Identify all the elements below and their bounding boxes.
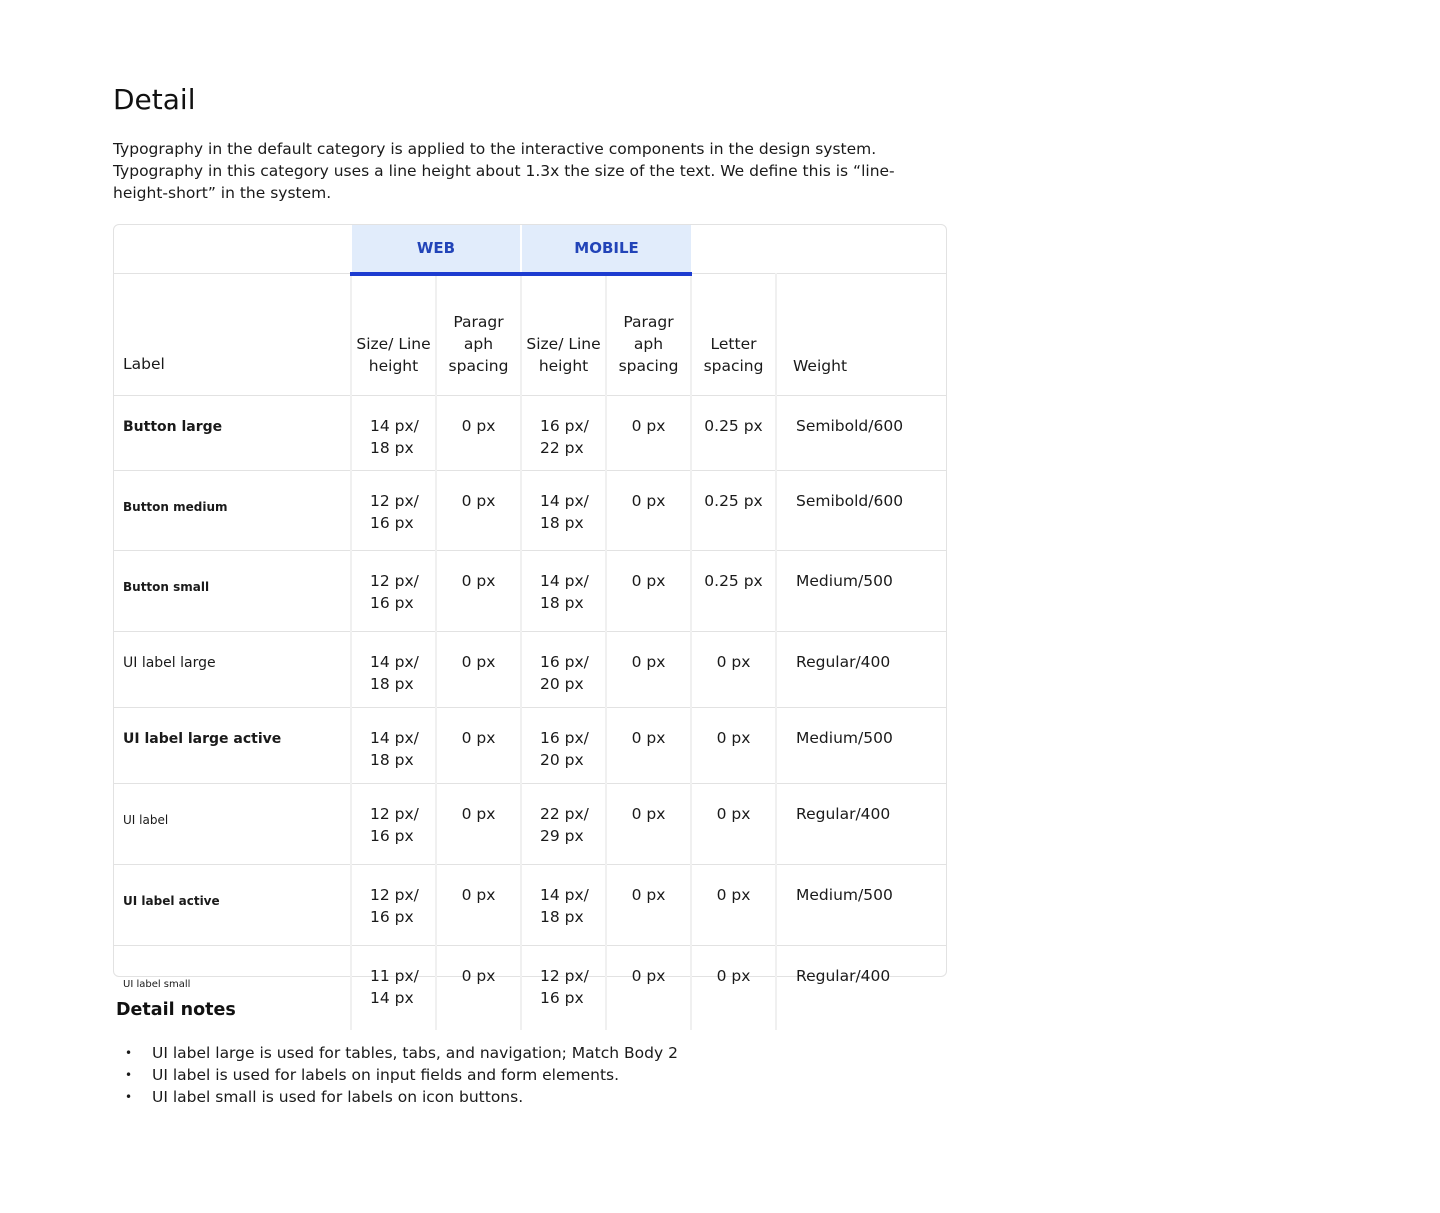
letter-spacing-cell: 0 px xyxy=(691,632,776,708)
row-label: UI label large xyxy=(114,632,351,708)
web-paragraph-cell: 0 px xyxy=(436,946,521,1031)
row-label: Button medium xyxy=(114,471,351,551)
row-label: UI label large active xyxy=(114,708,351,784)
letter-spacing-cell: 0 px xyxy=(691,946,776,1031)
web-paragraph-cell: 0 px xyxy=(436,471,521,551)
notes-list xyxy=(113,1042,678,1108)
typography-table xyxy=(113,224,947,1007)
table-row xyxy=(114,632,946,708)
note-text: UI label is used for labels on input fields and form elements. xyxy=(152,1066,620,1084)
list-item xyxy=(113,1042,678,1064)
header-mobile-paragraph: Paragr aph spacing xyxy=(606,274,691,396)
bullet-icon: • xyxy=(125,1068,133,1082)
web-size-cell: 11 px/ 14 px xyxy=(351,946,436,1031)
note-text: UI label small is used for labels on icon buttons. xyxy=(152,1088,524,1106)
mobile-paragraph-cell: 0 px xyxy=(606,632,691,708)
web-size-cell: 12 px/ 16 px xyxy=(351,471,436,551)
letter-spacing-cell: 0.25 px xyxy=(691,471,776,551)
note-text: UI label large is used for tables, tabs, and navigation; Match Body 2 xyxy=(152,1044,678,1062)
mobile-paragraph-cell: 0 px xyxy=(606,708,691,784)
row-label: UI label active xyxy=(114,865,351,946)
web-size-cell: 12 px/ 16 px xyxy=(351,784,436,865)
table-row xyxy=(114,946,946,1031)
group-empty-cell xyxy=(691,225,946,274)
table-row xyxy=(114,551,946,632)
web-size-cell: 12 px/ 16 px xyxy=(351,551,436,632)
mobile-paragraph-cell: 0 px xyxy=(606,396,691,471)
mobile-size-cell: 16 px/ 20 px xyxy=(521,632,606,708)
list-item xyxy=(113,1064,678,1086)
mobile-paragraph-cell: 0 px xyxy=(606,784,691,865)
mobile-paragraph-cell: 0 px xyxy=(606,471,691,551)
mobile-size-cell: 16 px/ 22 px xyxy=(521,396,606,471)
header-mobile-size: Size/ Line height xyxy=(521,274,606,396)
web-group-header: WEB xyxy=(351,225,521,274)
header-web-paragraph: Paragr aph spacing xyxy=(436,274,521,396)
table-row xyxy=(114,784,946,865)
letter-spacing-cell: 0 px xyxy=(691,784,776,865)
weight-cell: Regular/400 xyxy=(776,784,946,865)
mobile-size-cell: 14 px/ 18 px xyxy=(521,471,606,551)
mobile-paragraph-cell: 0 px xyxy=(606,551,691,632)
list-item xyxy=(113,1086,678,1108)
weight-cell: Medium/500 xyxy=(776,865,946,946)
web-paragraph-cell: 0 px xyxy=(436,551,521,632)
header-web-size: Size/ Line height xyxy=(351,274,436,396)
letter-spacing-cell: 0 px xyxy=(691,708,776,784)
weight-cell: Medium/500 xyxy=(776,551,946,632)
web-paragraph-cell: 0 px xyxy=(436,396,521,471)
mobile-paragraph-cell: 0 px xyxy=(606,946,691,1031)
weight-cell: Regular/400 xyxy=(776,632,946,708)
weight-cell: Semibold/600 xyxy=(776,396,946,471)
table-row xyxy=(114,865,946,946)
notes-title: Detail notes xyxy=(116,1000,236,1020)
mobile-paragraph-cell: 0 px xyxy=(606,865,691,946)
weight-cell: Regular/400 xyxy=(776,946,946,1031)
column-header-row xyxy=(114,274,946,396)
web-size-cell: 14 px/ 18 px xyxy=(351,396,436,471)
mobile-size-cell: 14 px/ 18 px xyxy=(521,551,606,632)
web-size-cell: 14 px/ 18 px xyxy=(351,632,436,708)
web-paragraph-cell: 0 px xyxy=(436,865,521,946)
letter-spacing-cell: 0.25 px xyxy=(691,396,776,471)
web-size-cell: 14 px/ 18 px xyxy=(351,708,436,784)
mobile-size-cell: 16 px/ 20 px xyxy=(521,708,606,784)
table-row xyxy=(114,708,946,784)
mobile-size-cell: 14 px/ 18 px xyxy=(521,865,606,946)
web-paragraph-cell: 0 px xyxy=(436,784,521,865)
page-title: Detail xyxy=(113,83,196,116)
letter-spacing-cell: 0 px xyxy=(691,865,776,946)
mobile-size-cell: 12 px/ 16 px xyxy=(521,946,606,1031)
group-empty-cell xyxy=(114,225,351,274)
table-row xyxy=(114,471,946,551)
weight-cell: Medium/500 xyxy=(776,708,946,784)
table-row xyxy=(114,396,946,471)
group-header-row xyxy=(114,225,946,274)
bullet-icon: • xyxy=(125,1090,133,1104)
header-weight: Weight xyxy=(776,274,946,396)
web-size-cell: 12 px/ 16 px xyxy=(351,865,436,946)
bullet-icon: • xyxy=(125,1046,133,1060)
header-label: Label xyxy=(114,274,351,396)
row-label: Button large xyxy=(114,396,351,471)
row-label: UI label small xyxy=(123,979,191,990)
web-paragraph-cell: 0 px xyxy=(436,632,521,708)
intro-paragraph: Typography in the default category is applied to the interactive components in the design system. Typography in this category uses a line height about 1.3x the size of the text. We define this is “line-height-short” in the system. xyxy=(113,140,895,202)
header-letter-spacing: Letter spacing xyxy=(691,274,776,396)
row-label: UI label xyxy=(114,784,351,865)
weight-cell: Semibold/600 xyxy=(776,471,946,551)
mobile-size-cell: 22 px/ 29 px xyxy=(521,784,606,865)
letter-spacing-cell: 0.25 px xyxy=(691,551,776,632)
web-paragraph-cell: 0 px xyxy=(436,708,521,784)
mobile-group-header: MOBILE xyxy=(521,225,691,274)
row-label: Button small xyxy=(114,551,351,632)
